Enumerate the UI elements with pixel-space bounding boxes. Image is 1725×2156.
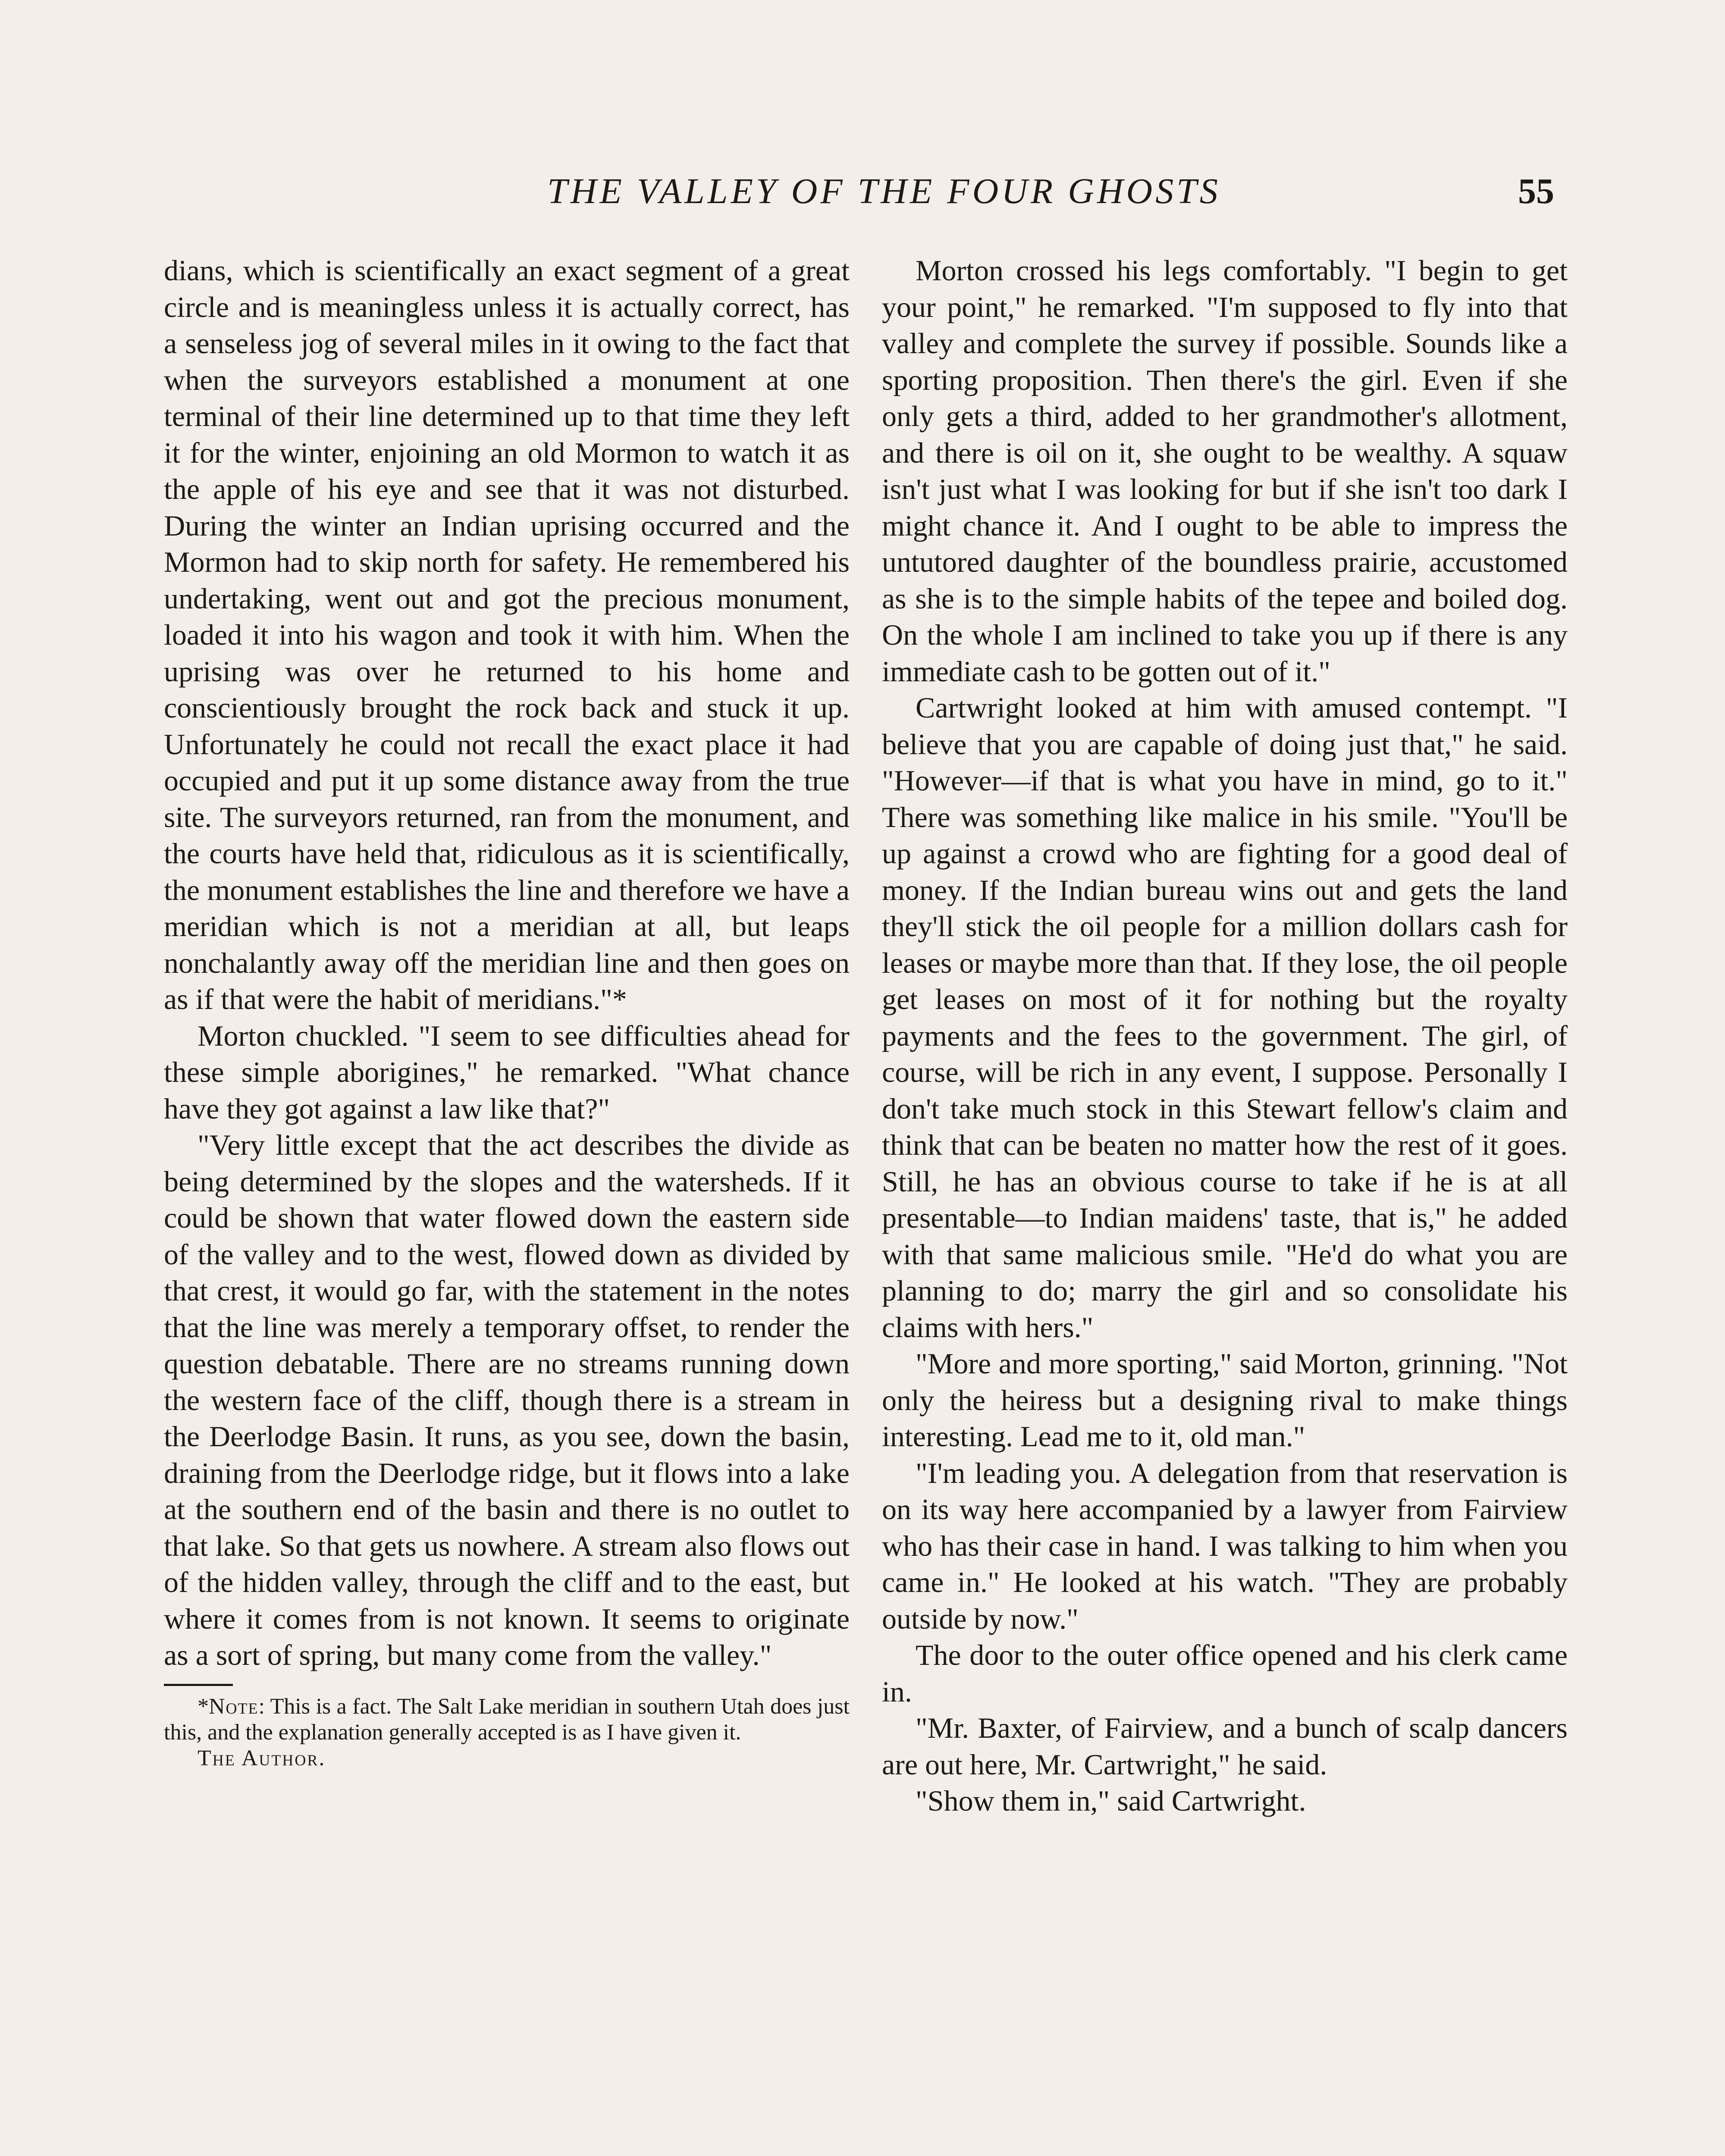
footnote-marker: * [198, 1694, 209, 1719]
paragraph: Cartwright looked at him with amused contempt. "I believe that you are capable of doing just that," he said. "However—if that is what you have in mind, go to it." There was something like malice in his smile. "You'll be up against a crowd who are fighting for a good deal of money. If the Indian bureau wins out and gets the land they'll stick the oil people for a million dollars cash for leases or maybe more than that. If they lose, the oil people get leases on most of it for nothing but the royalty payments and the fees to the government. The girl, of course, will be rich in any event, I suppose. Personally I don't take much stock in this Stewart fellow's claim and think that can be beaten no matter how the rest of it goes. Still, he has an obvious course to take if he is at all presentable—to Indian maidens' taste, that is," he added with that same malicious smile. "He'd do what you are planning to do; marry the girl and so consolidate his claims with hers." [882, 691, 1568, 1344]
footnote-label: Note [209, 1694, 259, 1719]
paragraph: "More and more sporting," said Morton, grinning. "Not only the heiress but a designing rival to make things interesting. Lead me to it, old man." [882, 1347, 1568, 1453]
right-column [882, 252, 1568, 1819]
paragraph: "Show them in," said Cartwright. [916, 1784, 1306, 1817]
footnote-text: : This is a fact. The Salt Lake meridian in southern Utah does just this, and the explanation generally accepted is as I have given it. [164, 1694, 850, 1745]
footnote-author: The Author. [198, 1745, 326, 1771]
paragraph: "Mr. Baxter, of Fairview, and a bunch of scalp dancers are out here, Mr. Cartwright," he said. [882, 1711, 1568, 1781]
paragraph: "I'm leading you. A delegation from that reservation is on its way here accompanied by a lawyer from Fairview who has their case in hand. I was talking to him when you came in." He looked at his watch. "They are probably outside by now." [882, 1456, 1568, 1635]
paragraph: Morton chuckled. "I seem to see difficulties ahead for these simple aborigines," he remarked. "What chance have they got against a law like that?" [164, 1019, 850, 1125]
paragraph: "Very little except that the act describes the divide as being determined by the slopes and the watersheds. If it could be shown that water flowed down the eastern side of the valley and to the west, flowed down as divided by that crest, it would go far, with the statement in the notes that the line was merely a temporary offset, to render the question debatable. There are no streams running down the western face of the cliff, though there is a stream in the Deerlodge Basin. It runs, as you see, down the basin, draining from the Deerlodge ridge, but it flows into a lake at the southern end of the basin and there is no outlet to that lake. So that gets us nowhere. A stream also flows out of the hidden valley, through the cliff and to the east, but where it comes from is not known. It seems to originate as a sort of spring, but many come from the valley." [164, 1128, 850, 1671]
left-column [164, 252, 850, 1771]
footnote-divider [164, 1684, 233, 1686]
paragraph: The door to the outer office opened and his clerk came in. [882, 1639, 1568, 1708]
page-number: 55 [1518, 171, 1554, 211]
paragraph: dians, which is scientifically an exact segment of a great circle and is meaningless unless it is actually correct, has a senseless jog of several miles in it owing to the fact that when the surveyors established a monument at one terminal of their line determined up to that time they left it for the winter, enjoining an old Mormon to watch it as the apple of his eye and see that it was not disturbed. During the winter an Indian uprising occurred and the Mormon had to skip north for safety. He remembered his undertaking, went out and got the precious monument, loaded it into his wagon and took it with him. When the uprising was over he returned to his home and conscientiously brought the rock back and stuck it up. Unfortunately he could not recall the exact place it had occupied and put it up some distance away from the true site. The surveyors returned, ran from the monument, and the courts have held that, ridiculous as it is scientifically, the monument establishes the line and therefore we have a meridian which is not a meridian at all, but leaps nonchalantly away off the meridian line and then goes on as if that were the habit of meridians."* [164, 254, 850, 1015]
running-title: THE VALLEY OF THE FOUR GHOSTS [547, 171, 1221, 211]
paragraph: Morton crossed his legs comfortably. "I begin to get your point," he remarked. "I'm supposed to fly into that valley and complete the survey if possible. Sounds like a sporting proposition. Then there's the girl. Even if she only gets a third, added to her grandmother's allotment, and there is oil on it, she ought to be wealthy. A squaw isn't just what I was looking for but if she isn't too dark I might chance it. And I ought to be able to impress the untutored daughter of the boundless prairie, accustomed as she is to the simple habits of the tepee and boiled dog. On the whole I am inclined to take you up if there is any immediate cash to be gotten out of it." [882, 254, 1568, 688]
footnote [164, 1694, 850, 1745]
